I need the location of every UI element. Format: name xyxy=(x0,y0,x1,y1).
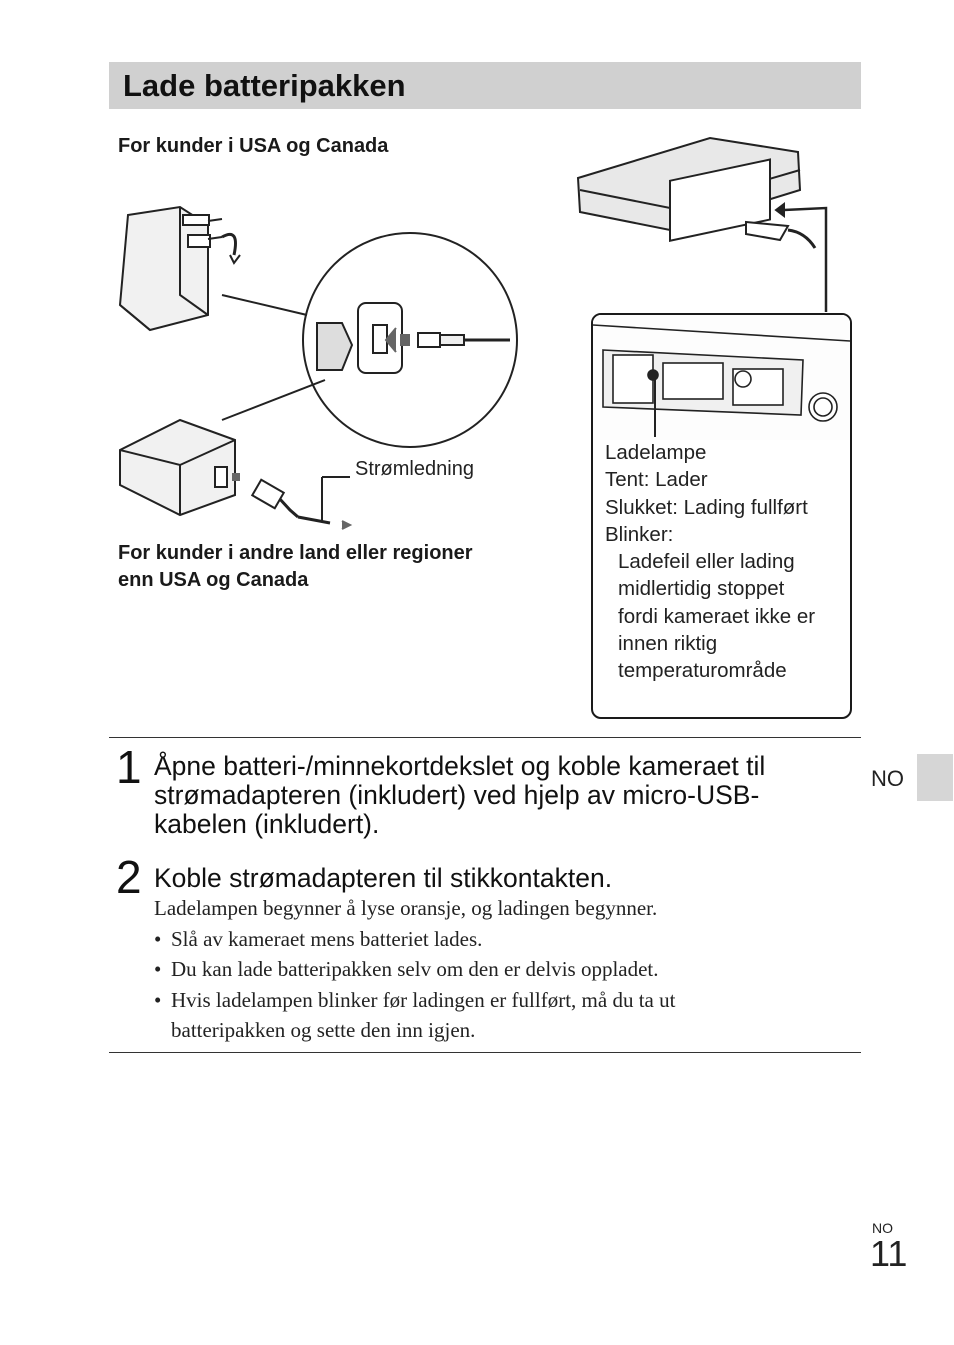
language-tab xyxy=(917,754,953,801)
lamp-blink-detail: innen riktig xyxy=(618,632,718,656)
lamp-off: Slukket: Lading fullført xyxy=(605,495,808,519)
lamp-blink-detail: midlertidig stoppet xyxy=(618,577,785,601)
step-2-number: 2 xyxy=(116,851,142,903)
list-item: • Du kan lade batteripakken selv om den er delvis oppladet. xyxy=(154,957,659,981)
steps-bottom-rule xyxy=(109,1052,861,1053)
battery-compartment-illustration xyxy=(593,315,850,440)
list-item: • Slå av kameraet mens batteriet lades. xyxy=(154,926,483,951)
list-item: • Hvis ladelampen blinker før ladingen er fullført, må du ta ut batteripakken og sette den inn igjen. xyxy=(154,987,676,1042)
page-title: Lade batteripakken xyxy=(123,68,406,103)
charge-lamp-legend xyxy=(605,439,815,685)
lamp-blink: Blinker: xyxy=(605,522,674,546)
camera-illustration xyxy=(570,130,840,330)
step-2-body xyxy=(154,893,854,1046)
usa-canada-label: For kunder i USA og Canada xyxy=(118,135,389,157)
step-2-heading: Koble strømadapteren til stikkontakten. xyxy=(154,863,613,893)
charge-lamp-info-box xyxy=(591,313,852,719)
power-cord-label: Strømledning xyxy=(355,458,474,480)
step-2-intro: Ladelampen begynner å lyse oransje, og ladingen begynner. xyxy=(154,896,658,920)
other-regions-label: For kunder i andre land eller regioner enn USA og Canada xyxy=(118,542,473,591)
lamp-blink-detail: fordi kameraet ikke er xyxy=(618,604,816,628)
page-language-code: NO xyxy=(872,1220,893,1236)
lamp-title: Ladelampe xyxy=(605,441,707,464)
section-title-bar xyxy=(109,62,861,109)
page-number: 11 xyxy=(870,1233,908,1274)
adapter-illustration xyxy=(110,195,530,540)
lamp-blink-detail: Ladefeil eller lading xyxy=(618,550,795,574)
step-1-heading: Åpne batteri-/minnekortdekslet og koble kameraet til strømadapteren (inkludert) ved hjelp av micro-USB- kabelen (inkludert). xyxy=(154,751,766,839)
lamp-blink-detail: temperaturområde xyxy=(618,659,787,683)
language-tab-label: NO xyxy=(871,766,904,791)
lamp-on: Tent: Lader xyxy=(605,468,708,492)
steps-top-rule xyxy=(109,737,861,738)
step-1-number: 1 xyxy=(116,741,142,793)
